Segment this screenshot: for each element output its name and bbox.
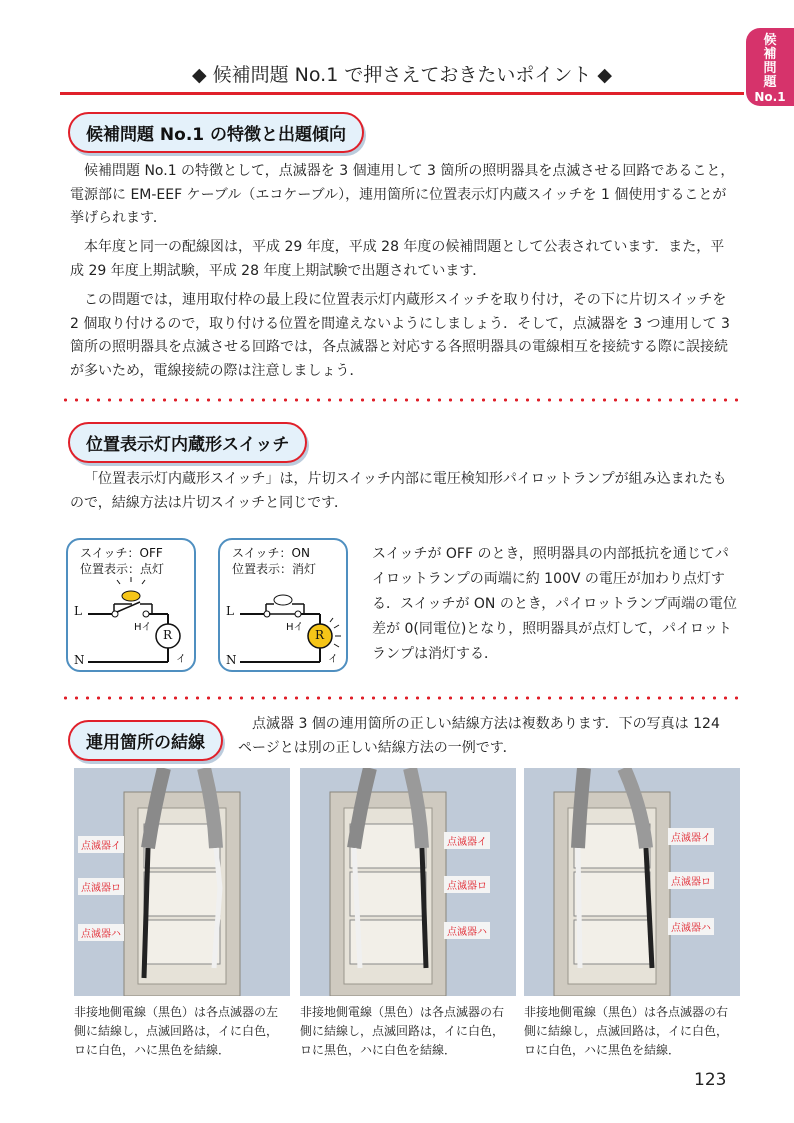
circuit-diagram-off — [66, 538, 196, 672]
neutral-label: N — [226, 653, 237, 667]
switch-label-i: 点滅器イ — [78, 836, 124, 853]
switch-label-ha: 点滅器ハ — [668, 918, 714, 935]
neutral-label: N — [74, 653, 85, 667]
terminal-label: イ — [328, 654, 338, 665]
dotted-divider — [60, 398, 744, 402]
chapter-tab-char: No.1 — [754, 90, 786, 104]
switch-label-ha: 点滅器ハ — [444, 922, 490, 939]
terminal-label: Hイ — [286, 622, 304, 633]
paragraph: この問題では，連用取付枠の最上段に位置表示灯内蔵形スイッチを取り付け，その下に片切スイッチを 2 個取り付けるので，取り付ける位置を間違えないようにしましょう．そして，点滅器を 3 つ連用して 3 箇所の照明器具を点滅させる回路では，各点滅器と対応する各照明器具の電線相互を接続する際に誤接続が多いため，電線接続の際は注意しましょう． — [70, 292, 730, 379]
terminal-label: Hイ — [134, 622, 152, 633]
paragraph: 「位置表示灯内蔵形スイッチ」は，片切スイッチ内部に電圧検知形パイロットランプが組み込まれたもので，結線方法は片切スイッチと同じです． — [70, 471, 727, 511]
section-heading-wiring: 連用箇所の結線 — [68, 720, 223, 761]
lamp-label: R — [163, 628, 173, 642]
switch-label-ha: 点滅器ハ — [78, 924, 124, 941]
chapter-tab-char: 問 — [763, 61, 777, 76]
wiring-photo-3 — [524, 768, 740, 996]
photo-caption: 非接地側電線（黒色）は各点滅器の右側に結線し，点滅回路は，イに白色，ロに白色，ハに黒色を結線． — [524, 1005, 729, 1057]
pilot-lamp-lit-icon — [122, 591, 140, 601]
chapter-tab-char: 題 — [763, 75, 777, 90]
wiring-photo-1 — [74, 768, 290, 996]
chapter-tab-char: 補 — [763, 47, 777, 62]
terminal-label: イ — [176, 654, 186, 665]
page-number: 123 — [694, 1070, 727, 1090]
wiring-intro: 点滅器 3 個の連用箇所の正しい結線方法は複数あります．下の写真は 124 ページとは別の正しい結線方法の一例です． — [238, 716, 720, 756]
circuit-description: スイッチが OFF のとき，照明器具の内部抵抗を通じてパイロットランプの両端に約 100V の電圧が加わり点灯する．スイッチが ON のとき，パイロットランプ両端の電位差が 0(同電位)となり，照明器具が点灯して，パイロットランプは消灯する． — [372, 546, 737, 662]
wiring-photo-2 — [300, 768, 516, 996]
circuit-switch-state: スイッチ：OFF — [80, 546, 163, 560]
dotted-divider — [60, 696, 744, 700]
section-heading-features: 候補問題 No.1 の特徴と出題傾向 — [68, 112, 364, 153]
switch-label-ro: 点滅器ロ — [78, 878, 124, 895]
pilot-lamp-off-icon — [274, 595, 292, 605]
title-underline — [60, 92, 744, 95]
line-label: L — [226, 604, 234, 618]
section-heading-pilot-switch: 位置表示灯内蔵形スイッチ — [68, 422, 307, 463]
page-title: ◆ 候補問題 No.1 で押さえておきたいポイント ◆ — [191, 64, 612, 86]
photo-caption: 非接地側電線（黒色）は各点滅器の左側に結線し，点滅回路は，イに白色，ロに白色，ハに黒色を結線． — [74, 1005, 279, 1057]
switch-label-i: 点滅器イ — [444, 832, 490, 849]
chapter-tab — [746, 28, 794, 106]
photo-caption: 非接地側電線（黒色）は各点滅器の右側に結線し，点滅回路は，イに白色，ロに黒色，ハに白色を結線． — [300, 1005, 505, 1057]
circuit-indicator-state: 位置表示：消灯 — [232, 562, 317, 576]
circuit-diagram-on — [218, 538, 348, 672]
circuit-switch-state: スイッチ：ON — [232, 546, 310, 560]
paragraph: 本年度と同一の配線図は，平成 29 年度，平成 28 年度の候補問題として公表されています．また，平成 29 年度上期試験，平成 28 年度上期試験で出題されています． — [70, 239, 725, 279]
lamp-label: R — [315, 628, 325, 642]
paragraph: 候補問題 No.1 の特徴として，点滅器を 3 個連用して 3 箇所の照明器具を点滅させる回路であること，電源部に EM-EEF ケーブル（エコケーブル），連用箇所に位置表示灯内蔵スイッチを 1 個使用することが挙げられます． — [70, 163, 735, 226]
switch-label-ro: 点滅器ロ — [444, 876, 490, 893]
switch-label-ro: 点滅器ロ — [668, 872, 714, 889]
chapter-tab-char: 候 — [763, 33, 777, 48]
line-label: L — [74, 604, 82, 618]
circuit-indicator-state: 位置表示：点灯 — [80, 562, 165, 576]
switch-label-i: 点滅器イ — [668, 828, 714, 845]
